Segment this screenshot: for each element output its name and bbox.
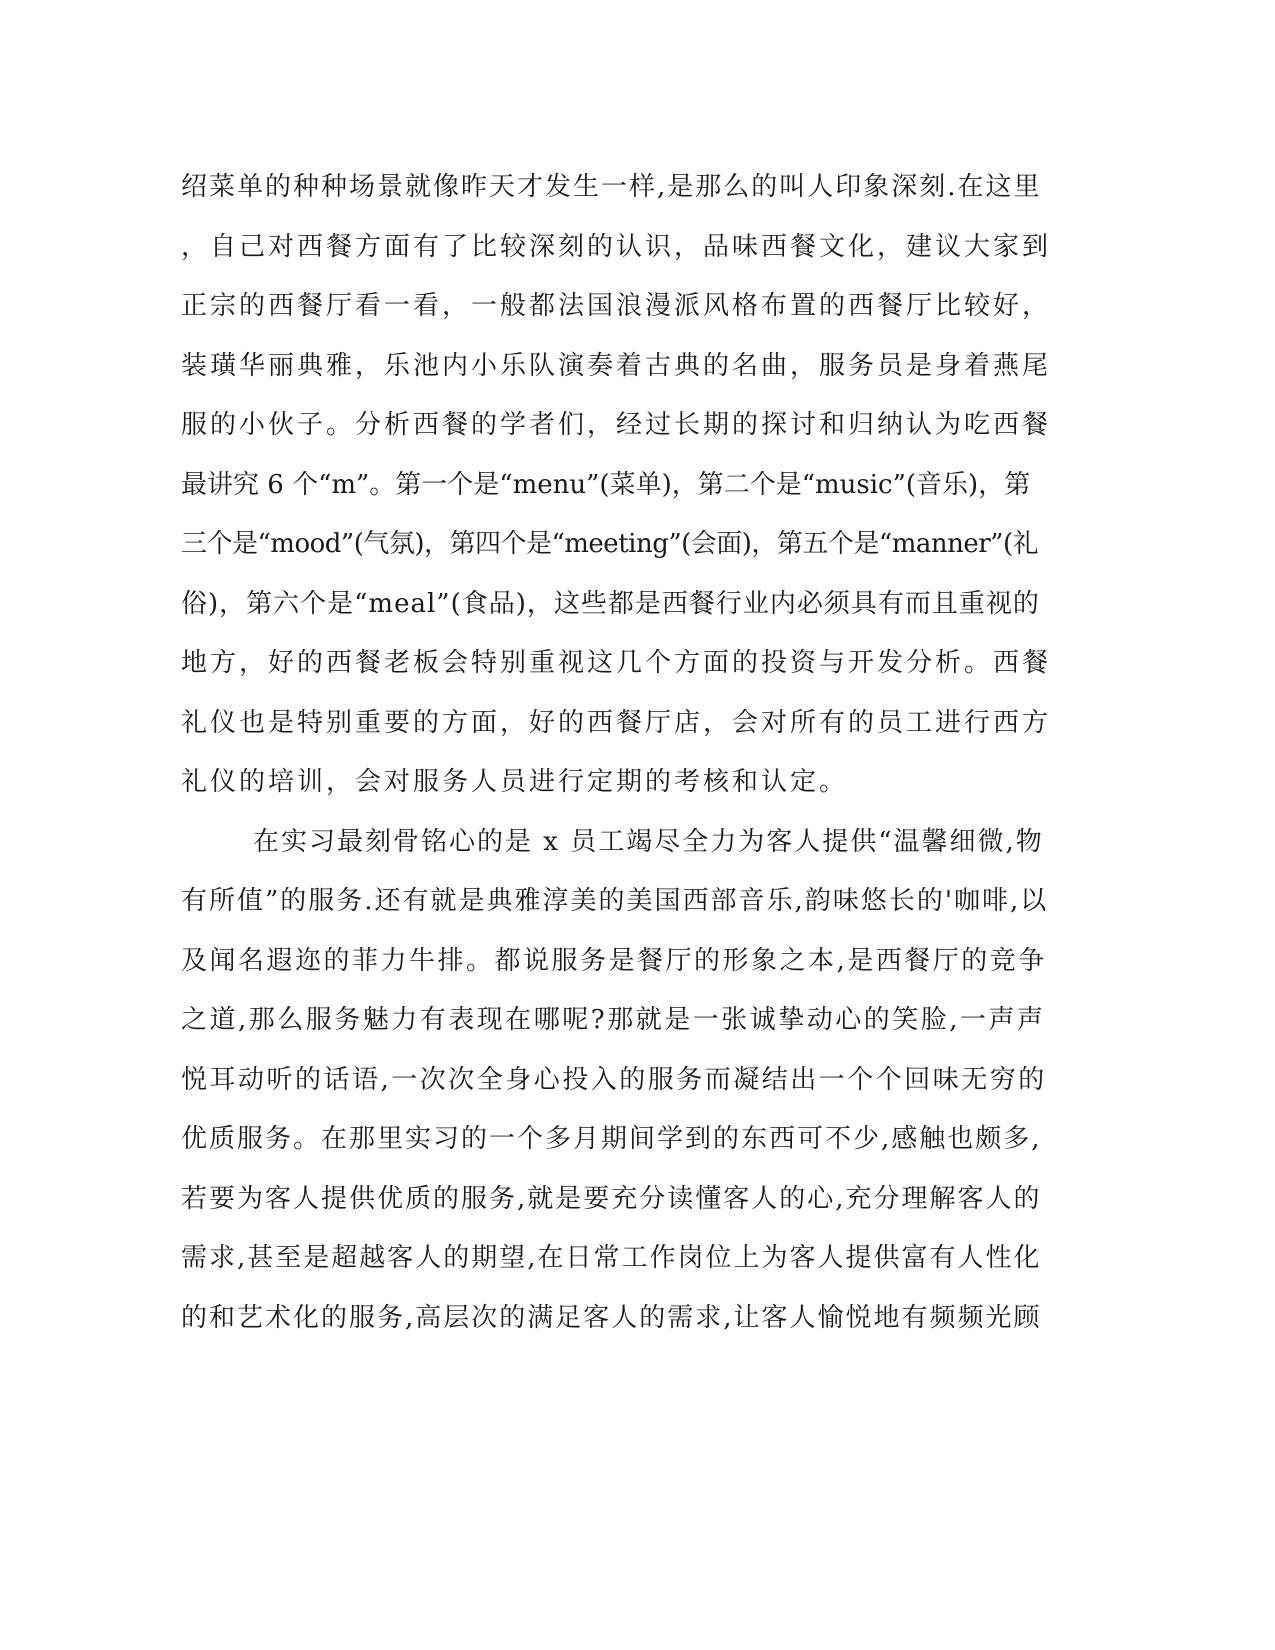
text-line: 及闻名遐迩的菲力牛排。都说服务是餐厅的形象之本,是西餐厅的竞争: [181, 945, 1047, 976]
paragraph-1: [181, 158, 1051, 813]
text-line: 之道,那么服务魅力有表现在哪呢?那就是一张诚挚动心的笑脸,一声声: [181, 1005, 1046, 1035]
text-line: 装璜华丽典雅，乐池内小乐队演奏着古典的名曲，服务员是身着燕尾: [181, 350, 1052, 381]
text-line: 礼仪也是特别重要的方面，好的西餐厅店，会对所有的员工进行西方: [181, 707, 1052, 738]
text-line: ，自己对西餐方面有了比较深刻的认识，品味西餐文化，建议大家到: [181, 231, 1052, 262]
text-line: 若要为客人提供优质的服务,就是要充分读懂客人的心,充分理解客人的: [181, 1183, 1042, 1214]
text-line: 最讲究 6 个“m”。第一个是“menu”(菜单)，第二个是“music”(音乐)，第: [181, 469, 1031, 500]
text-line: 俗)，第六个是“meal”(食品)，这些都是西餐行业内必须具有而且重视的: [181, 588, 1040, 619]
body-text: [181, 158, 1051, 1348]
text-line: 三个是“mood”(气氛)，第四个是“meeting”(会面)，第五个是“manner”(礼: [181, 529, 1039, 559]
text-line: 地方，好的西餐老板会特别重视这几个方面的投资与开发分析。西餐: [181, 648, 1052, 678]
text-line: 正宗的西餐厅看一看，一般都法国浪漫派风格布置的西餐厅比较好，: [181, 291, 1052, 321]
paragraph-2: [181, 813, 1051, 1349]
text-line: 优质服务。在那里实习的一个多月期间学到的东西可不少,感触也颇多,: [181, 1124, 1042, 1154]
text-line: 在实习最刻骨铭心的是 x 员工竭尽全力为客人提供“温馨细微,物: [253, 826, 1044, 857]
text-line: 的和艺术化的服务,高层次的满足客人的需求,让客人愉悦地有频频光顾: [181, 1302, 1042, 1333]
text-line: 礼仪的培训，会对服务人员进行定期的考核和认定。: [181, 767, 849, 797]
text-line: 绍菜单的种种场景就像昨天才发生一样,是那么的叫人印象深刻.在这里: [181, 172, 1042, 202]
text-line: 悦耳动听的话语,一次次全身心投入的服务而凝结出一个个回味无穷的: [181, 1064, 1047, 1095]
text-line: 需求,甚至是超越客人的期望,在日常工作岗位上为客人提供富有人性化: [181, 1243, 1042, 1273]
text-line: 有所值”的服务.还有就是典雅淳美的美国西部音乐,韵味悠长的'咖啡,以: [181, 886, 1049, 916]
text-line: 服的小伙子。分析西餐的学者们，经过长期的探讨和归纳认为吃西餐: [181, 410, 1052, 440]
